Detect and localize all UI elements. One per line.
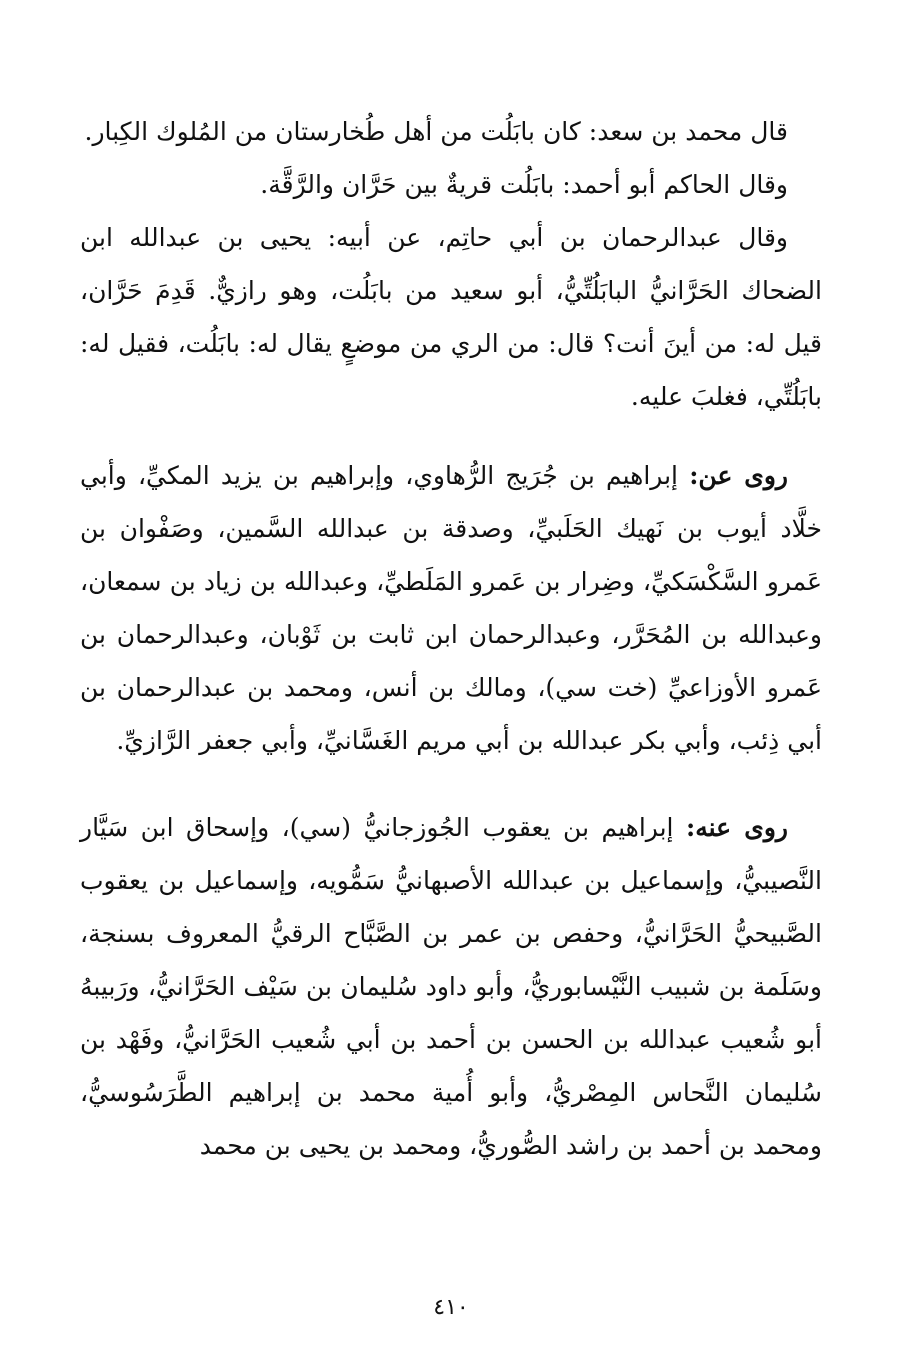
paragraph-ibn-abi-hatim: وقال عبدالرحمان بن أبي حاتِم، عن أبيه: يحيى بن عبدالله ابن الضحاك الحَرَّانيُّ البابَلُتِّيُّ، أبو سعيد من بابَلُت، وهو رازيٌّ. قَدِمَ حَرَّان، قيل له: من أينَ أنت؟ قال: من الري من موضعٍ يقال له: بابَلُت، فقيل له: بابَلُتِّي، فغلبَ عليه. — [80, 223, 822, 411]
page-number: ٤١٠ — [433, 1295, 469, 1320]
paragraph-hakim: وقال الحاكم أبو أحمد: بابَلُت قريةٌ بين حَرَّان والرَّقَّة. — [260, 170, 788, 199]
page-body — [80, 105, 822, 1172]
narrated-from-text: إبراهيم بن جُرَيج الرُّهاوي، وإبراهيم بن يزيد المكيِّ، وأبي خلَّاد أيوب بن نَهيك الحَلَبيِّ، وصدقة بن عبدالله السَّمين، وصَفْوان بن عَمرو السَّكْسَكيِّ، وضِرار بن عَمرو المَلَطيِّ، وعبدالله بن زياد بن سمعان، وعبدالله بن المُحَرَّر، وعبدالرحمان ابن ثابت بن ثَوْبان، وعبدالرحمان بن عَمرو الأوزاعيِّ (خت سي)، ومالك بن أنس، ومحمد بن عبدالرحمان بن أبي ذِئب، وأبي بكر عبدالله بن أبي مريم الغَسَّانيِّ، وأبي جعفر الرَّازيِّ. — [80, 461, 823, 755]
narrated-by-label: روى عنه: — [685, 813, 788, 842]
paragraph-narrated-by — [80, 801, 822, 1172]
narrated-by-text: إبراهيم بن يعقوب الجُوزجانيُّ (سي)، وإسحاق ابن سَيَّار النَّصيبيُّ، وإسماعيل بن عبدالله الأصبهانيُّ سَمُّويه، وإسماعيل بن يعقوب الصَّبيحيُّ الحَرَّانيُّ، وحفص بن عمر بن الصَّبَّاح الرقيُّ المعروف بسنجة، وسَلَمة بن شبيب النَّيْسابوريُّ، وأبو داود سُليمان بن سَيْف الحَرَّانيُّ، ورَبيبهُ أبو شُعيب عبدالله بن الحسن بن أحمد بن أبي شُعيب الحَرَّانيُّ، وفَهْد بن سُليمان النَّحاس المِصْريُّ، وأبو أُمية محمد بن إبراهيم الطَّرَسُوسيُّ، ومحمد بن أحمد بن راشد الصُّوريُّ، ومحمد بن يحيى بن محمد — [80, 813, 822, 1160]
paragraph-ibn-saad: قال محمد بن سعد: كان بابَلُت من أهل طُخارستان من المُلوك الكِبار. — [84, 117, 788, 146]
paragraph-narrated-from — [80, 449, 822, 767]
narrated-from-label: روى عن: — [689, 461, 789, 490]
